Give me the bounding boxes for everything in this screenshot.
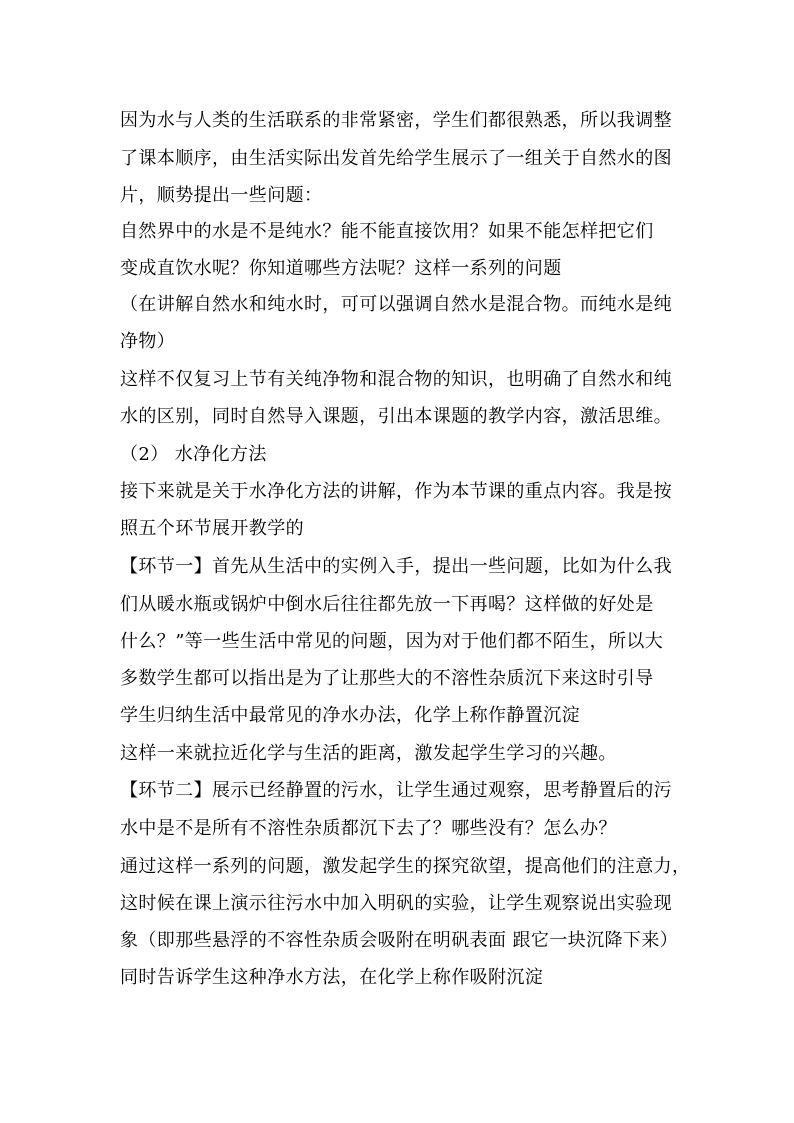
paragraph-line: 照五个环节展开教学的 bbox=[120, 518, 304, 539]
paragraph-line: 变成直饮水呢？你知道哪些方法呢？这样一系列的问题 bbox=[120, 258, 562, 279]
paragraph-line: 水的区别，同时自然导入课题，引出本课题的教学内容，激活思维。 bbox=[120, 406, 672, 427]
paragraph-line: 同时告诉学生这种净水方法，在化学上称作吸附沉淀 bbox=[120, 967, 544, 988]
paragraph-line: 因为水与人类的生活联系的非常紧密，学生们都很熟悉，所以我调整 bbox=[120, 110, 672, 131]
paragraph-line: 【环节二】展示已经静置的污水，让学生通过观察，思考静置后的污 bbox=[120, 780, 672, 801]
paragraph-line: 什么？”等一些生活中常见的问题，因为对于他们都不陌生，所以大 bbox=[120, 631, 664, 652]
paragraph-line: 象（即那些悬浮的不容性杂质会吸附在明矾表面 跟它一块沉降下来） bbox=[120, 930, 679, 951]
paragraph-line: 这样一来就拉近化学与生活的距离，激发起学生学习的兴趣。 bbox=[120, 743, 617, 764]
paragraph-line: 多数学生都可以指出是为了让那些大的不溶性杂质沉下来这时引导 bbox=[120, 668, 654, 689]
paragraph-line: 学生归纳生活中最常见的净水办法，化学上称作静置沉淀 bbox=[120, 705, 580, 726]
paragraph-line: （在讲解自然水和纯水时，可可以强调自然水是混合物。而纯水是纯 bbox=[120, 294, 672, 315]
paragraph-line: 这时候在课上演示往污水中加入明矾的实验，让学生观察说出实验现 bbox=[120, 893, 672, 914]
paragraph-line: 这样不仅复习上节有关纯净物和混合物的知识，也明确了自然水和纯 bbox=[120, 369, 672, 390]
paragraph-line: 净物） bbox=[120, 331, 176, 352]
paragraph-line: 水中是不是所有不溶性杂质都沉下去了？哪些没有？怎么办？ bbox=[120, 818, 617, 839]
paragraph-line: 通过这样一系列的问题，激发起学生的探究欲望，提高他们的注意力， bbox=[120, 856, 691, 877]
paragraph-line: 自然界中的水是不是纯水？能不能直接饮用？如果不能怎样把它们 bbox=[120, 221, 654, 242]
paragraph-line: 接下来就是关于水净化方法的讲解，作为本节课的重点内容。我是按 bbox=[120, 481, 672, 502]
paragraph-line: 了课本顺序，由生活实际出发首先给学生展示了一组关于自然水的图 bbox=[120, 148, 672, 169]
section-heading: （2） 水净化方法 bbox=[120, 444, 267, 465]
paragraph-line: 【环节一】首先从生活中的实例入手，提出一些问题，比如为什么我 bbox=[120, 556, 672, 577]
paragraph-line: 片，顺势提出一些问题： bbox=[120, 185, 323, 206]
paragraph-line: 们从暖水瓶或锅炉中倒水后往往都先放一下再喝？这样做的好处是 bbox=[120, 594, 654, 615]
